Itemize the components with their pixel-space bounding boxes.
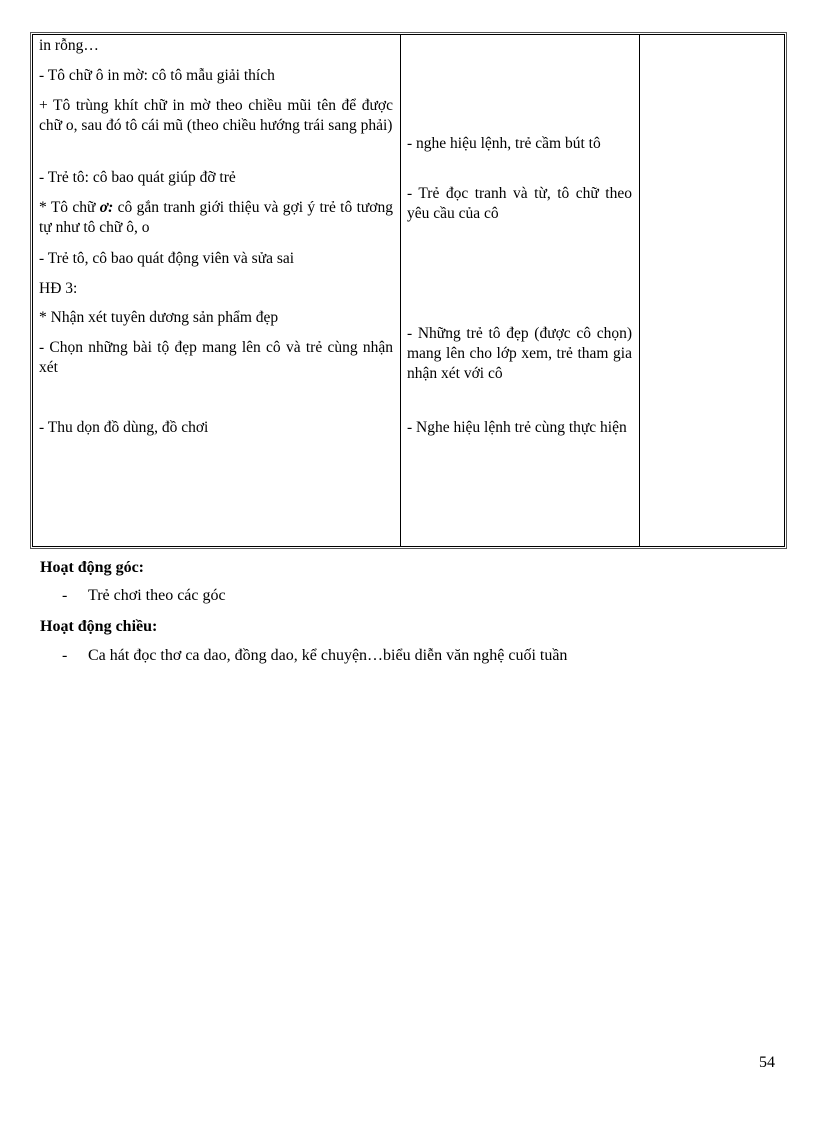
- corner-activity-item: Trẻ chơi theo các góc: [88, 587, 226, 604]
- col2-line-1: - Trẻ đọc tranh và từ, tô chữ theo yêu cầu của cô: [407, 185, 632, 222]
- col1-line-4-letter: ơ:: [99, 199, 114, 216]
- col2-line-3: - Nghe hiệu lệnh trẻ cùng thực hiện: [407, 419, 627, 436]
- col1-line-7: * Nhận xét tuyên dương sản phẩm đẹp: [39, 309, 279, 326]
- col2-line-2: - Những trẻ tô đẹp (được cô chọn) mang lên cho lớp xem, trẻ tham gia nhận xét với cô: [407, 325, 632, 382]
- col2-line-0: - nghe hiệu lệnh, trẻ cầm bút tô: [407, 135, 601, 152]
- col1-line-3: - Trẻ tô: cô bao quát giúp đỡ trẻ: [39, 169, 236, 186]
- col1-line-4-prefix: * Tô chữ: [39, 199, 100, 216]
- child-activity-column: [401, 35, 640, 546]
- col1-line-8: - Chọn những bài tộ đẹp mang lên cô và trẻ cùng nhận xét: [39, 339, 393, 376]
- col1-line-0: in rỗng…: [39, 37, 99, 54]
- col1-line-2: + Tô trùng khít chữ in mờ theo chiều mũi tên để được chữ o, sau đó tô cái mũ (theo chiều hướng trái sang phải): [39, 97, 393, 134]
- page-number: 54: [759, 1054, 775, 1071]
- corner-activity-heading: Hoạt động góc:: [40, 559, 144, 576]
- col1-line-9: - Thu dọn đồ dùng, đồ chơi: [39, 419, 209, 436]
- col1-line-6: HĐ 3:: [39, 280, 78, 297]
- afternoon-activity-item: Ca hát đọc thơ ca dao, đồng dao, kể chuyện…biểu diễn văn nghệ cuối tuần: [88, 647, 568, 664]
- notes-column: [640, 35, 784, 546]
- col1-line-5: - Trẻ tô, cô bao quát động viên và sửa sai: [39, 250, 295, 267]
- activity-table: [32, 34, 785, 547]
- col1-line-1: - Tô chữ ô in mờ: cô tô mẫu giải thích: [39, 67, 275, 84]
- afternoon-activity-dash: -: [62, 647, 68, 664]
- col1-line-4: [39, 198, 393, 238]
- teacher-activity-column: [33, 35, 401, 546]
- col1-line-4-rest: cô gắn tranh giới thiệu và gợi ý trẻ tô tương tự như tô chữ ô, o: [39, 199, 393, 236]
- afternoon-activity-heading: Hoạt động chiều:: [40, 618, 158, 635]
- corner-activity-dash: -: [62, 587, 68, 604]
